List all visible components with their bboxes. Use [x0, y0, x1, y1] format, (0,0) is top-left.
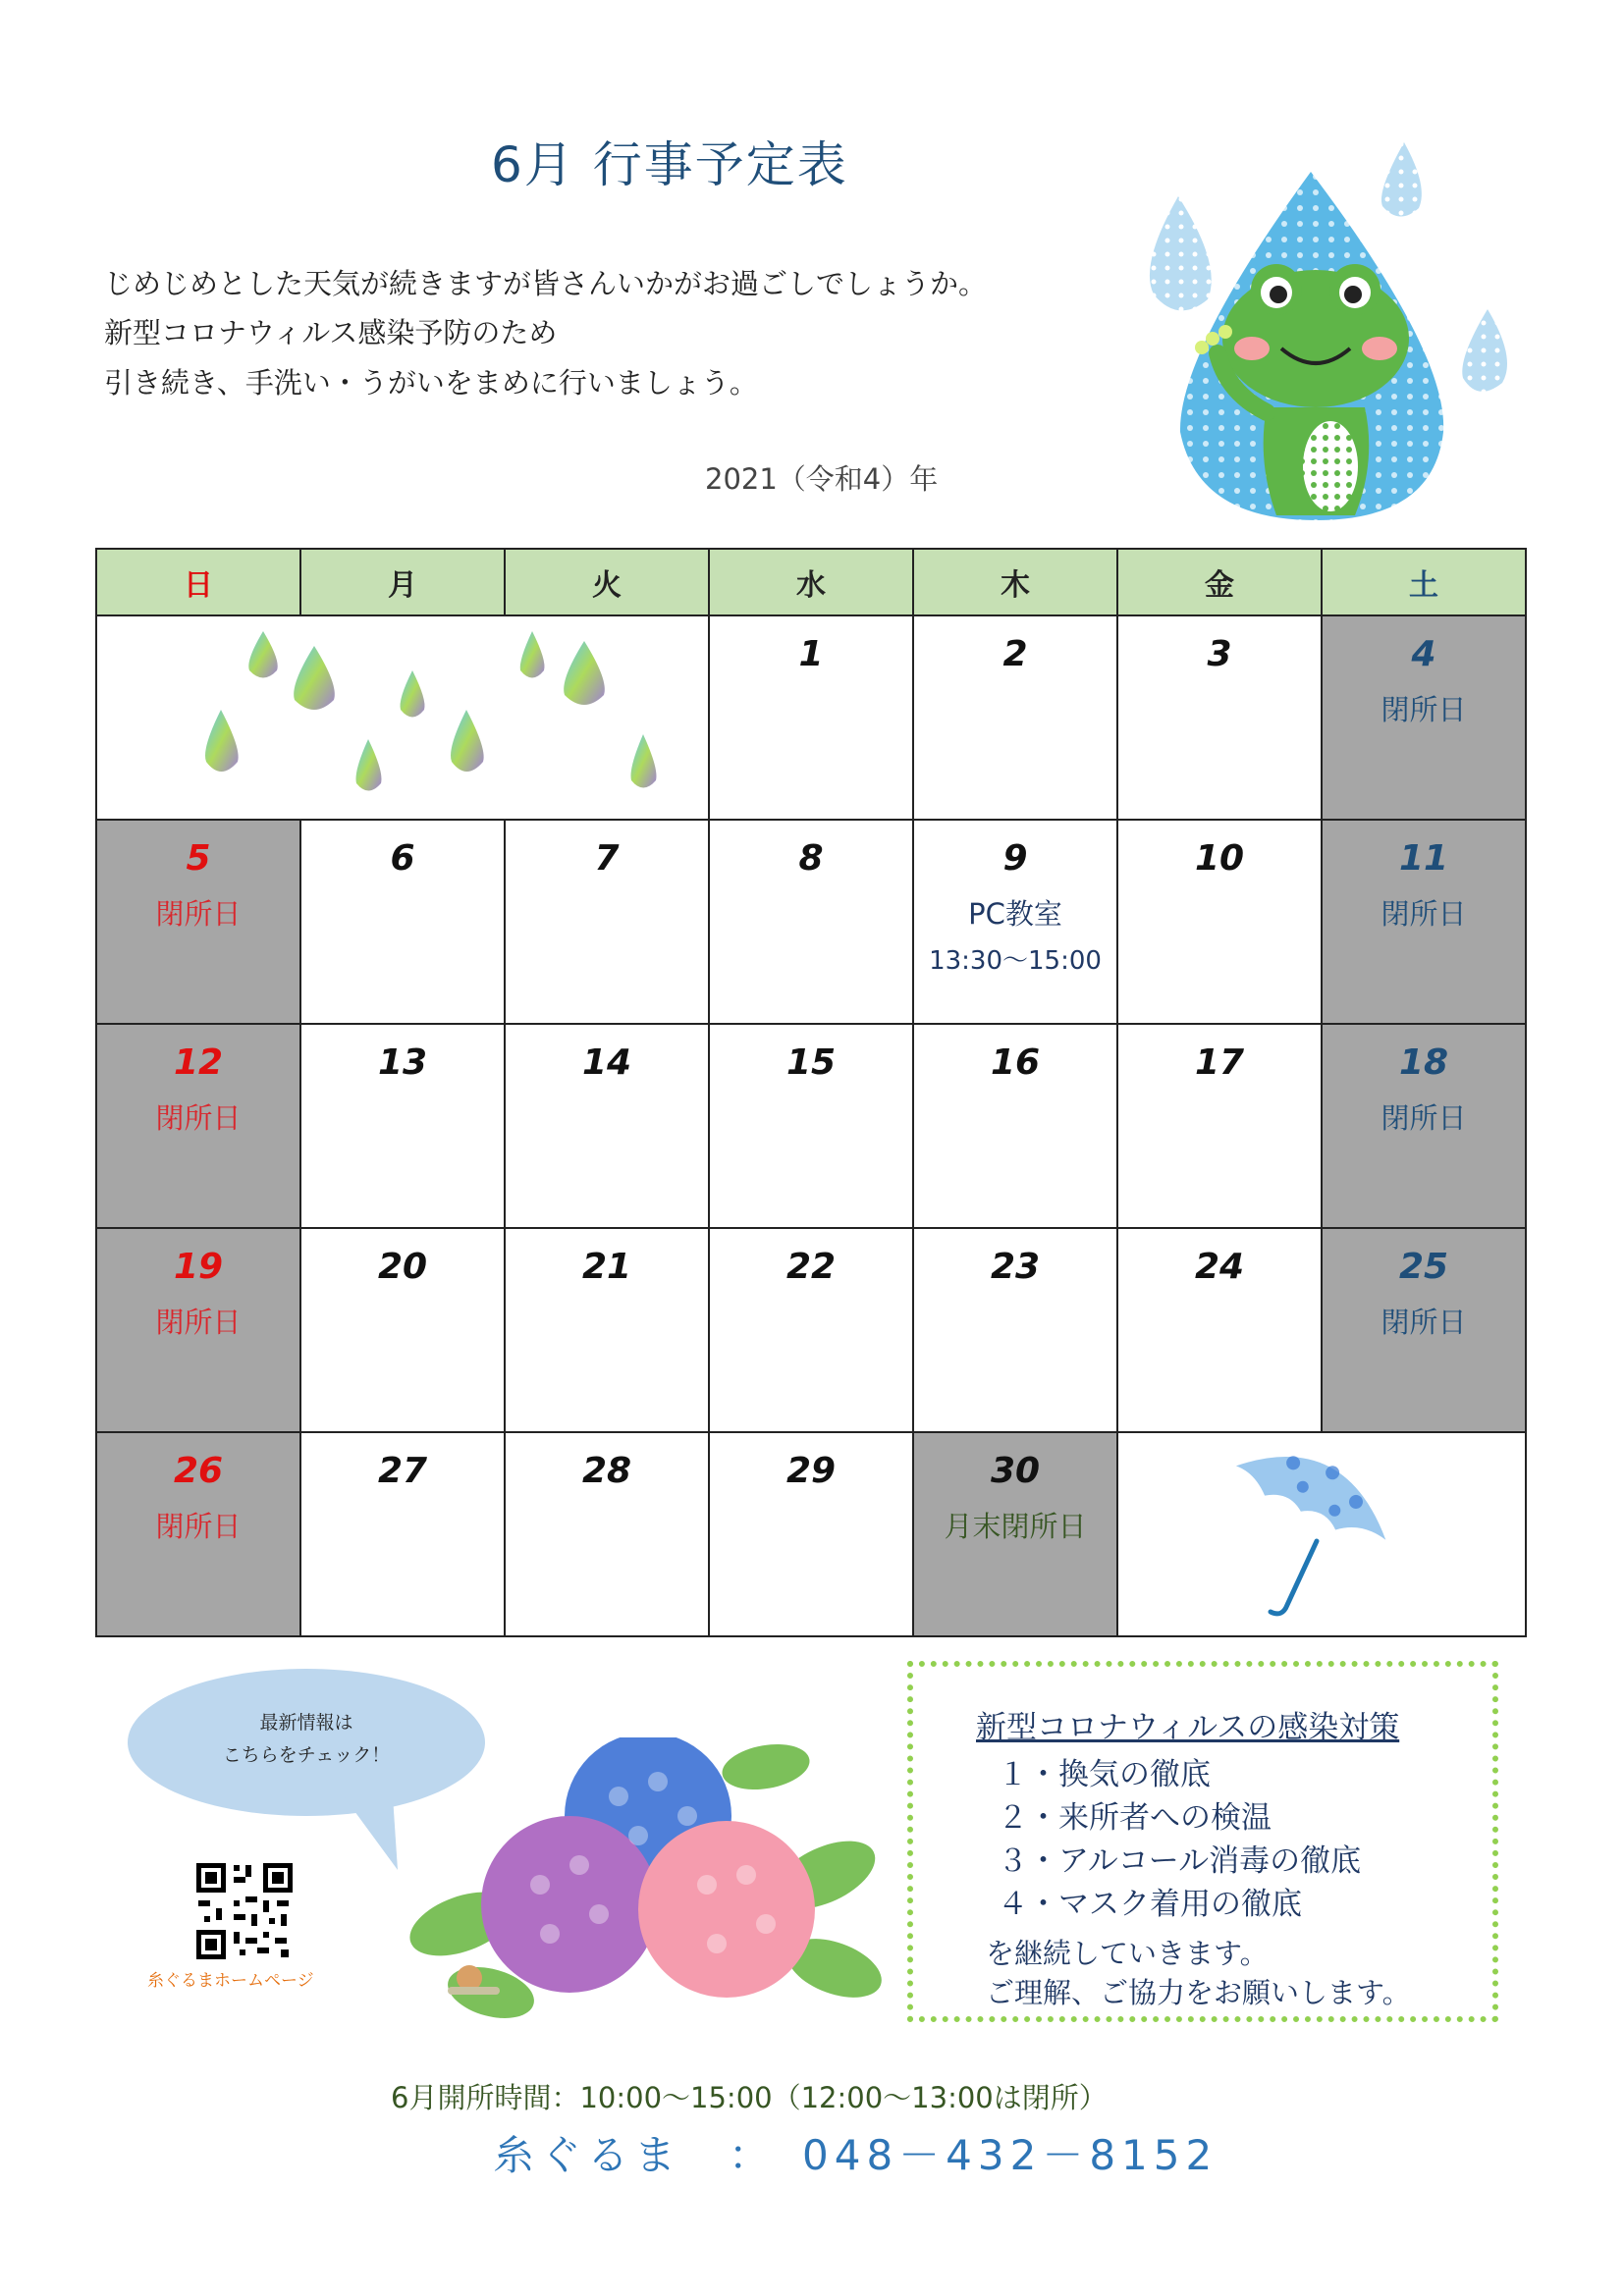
- bubble-line-2: こちらをチェック！: [222, 1744, 391, 1766]
- hydrangea-illustration: [403, 1737, 884, 2032]
- intro-line-2: 新型コロナウィルス感染予防のため: [104, 316, 558, 349]
- intro-line-1: じめじめとした天気が続きますが皆さんいかがお過ごしでしょうか。: [104, 267, 988, 300]
- measures-footer-line-2: ご理解、ご協力をお願いします。: [986, 1976, 1411, 2009]
- umbrella-decoration-cell: [1117, 1432, 1526, 1636]
- day-cell: [709, 820, 913, 1024]
- day-number: 28: [581, 1451, 632, 1491]
- day-cell: [1117, 820, 1322, 1024]
- calendar-week-row: [96, 1024, 1526, 1228]
- day-number: 24: [1194, 1247, 1245, 1287]
- day-number: 5: [186, 838, 211, 879]
- weekday-friday: 金: [1117, 549, 1322, 615]
- day-number: 3: [1207, 634, 1232, 674]
- day-cell-closed: [1322, 820, 1526, 1024]
- day-number: 21: [581, 1247, 632, 1287]
- day-cell-closed: [1322, 1228, 1526, 1432]
- intro-line-3: 引き続き、手洗い・うがいをまめに行いましょう。: [104, 366, 758, 400]
- speech-bubble-tail: [334, 1796, 412, 1875]
- day-number: 19: [173, 1247, 224, 1287]
- day-cell: [300, 1432, 505, 1636]
- day-number: 8: [798, 838, 824, 879]
- event-pc-class: PC教室: [968, 897, 1062, 931]
- day-number: 10: [1194, 838, 1245, 879]
- closed-label: 閉所日: [1380, 1101, 1467, 1135]
- measure-item: ４・マスク着用の徹底: [998, 1887, 1302, 1922]
- closed-label: 閉所日: [155, 1510, 242, 1543]
- page-title: 6月 行事予定表: [491, 136, 848, 193]
- day-number: 13: [377, 1042, 428, 1083]
- day-cell: [913, 1024, 1117, 1228]
- weekday-saturday: 土: [1322, 549, 1526, 615]
- day-number: 7: [594, 838, 620, 879]
- measure-item: ３・アルコール消毒の徹底: [998, 1843, 1362, 1879]
- bubble-line-1: 最新情報は: [259, 1712, 353, 1734]
- day-number: 18: [1398, 1042, 1449, 1083]
- day-number: 27: [377, 1451, 428, 1491]
- day-cell: [913, 1228, 1117, 1432]
- day-cell: [1117, 1228, 1322, 1432]
- closed-label: 閉所日: [1380, 1306, 1467, 1339]
- weekday-sunday: 日: [96, 549, 300, 615]
- day-cell-closed: [96, 820, 300, 1024]
- day-number: 25: [1398, 1247, 1449, 1287]
- opening-hours: 6月開所時間：10:00～15:00（12:00～13:00は閉所）: [391, 2081, 1108, 2114]
- closed-label: 閉所日: [1380, 693, 1467, 726]
- day-cell: [1117, 615, 1322, 820]
- raindrop-small-top: [1381, 142, 1422, 217]
- day-number: 23: [990, 1247, 1041, 1287]
- calendar-table: [95, 548, 1527, 1637]
- day-number: 29: [785, 1451, 837, 1491]
- calendar-week-row: [96, 820, 1526, 1024]
- closed-label: 閉所日: [155, 1101, 242, 1135]
- day-number: 15: [785, 1042, 837, 1083]
- measure-item: １・換気の徹底: [998, 1757, 1211, 1792]
- day-number: 16: [990, 1042, 1041, 1083]
- day-cell: [300, 1228, 505, 1432]
- day-cell: [505, 1024, 709, 1228]
- day-number: 14: [581, 1042, 632, 1083]
- day-cell: [300, 1024, 505, 1228]
- day-cell: [709, 1024, 913, 1228]
- calendar-header-row: [96, 549, 1526, 615]
- calendar-week-row: [96, 615, 1526, 820]
- day-cell: [913, 615, 1117, 820]
- day-cell-closed: [913, 1432, 1117, 1636]
- day-cell: [300, 820, 505, 1024]
- day-number: 17: [1194, 1042, 1245, 1083]
- day-cell: [709, 615, 913, 820]
- month-end-closed-label: 月末閉所日: [944, 1510, 1087, 1543]
- weekday-monday: 月: [300, 549, 505, 615]
- day-number: 26: [173, 1451, 224, 1491]
- day-cell-closed: [96, 1432, 300, 1636]
- day-cell-closed: [1322, 615, 1526, 820]
- day-cell: [505, 820, 709, 1024]
- weekday-tuesday: 火: [505, 549, 709, 615]
- day-number: 1: [798, 634, 824, 674]
- raindrops-decoration-cell: [96, 615, 709, 820]
- day-number: 4: [1411, 634, 1436, 674]
- measures-title: 新型コロナウィルスの感染対策: [976, 1710, 1400, 1745]
- weekday-thursday: 木: [913, 549, 1117, 615]
- closed-label: 閉所日: [155, 1306, 242, 1339]
- qr-caption[interactable]: 糸ぐるまホームページ: [147, 1971, 314, 1991]
- day-cell-event: [913, 820, 1117, 1024]
- day-cell-closed: [1322, 1024, 1526, 1228]
- day-number: 11: [1398, 838, 1449, 879]
- calendar-week-row: [96, 1228, 1526, 1432]
- infection-measures-box: [907, 1661, 1498, 2022]
- day-number: 2: [1002, 634, 1028, 674]
- day-cell: [505, 1432, 709, 1636]
- day-number: 22: [785, 1247, 837, 1287]
- closed-label: 閉所日: [155, 897, 242, 931]
- day-number: 30: [990, 1451, 1041, 1491]
- day-cell: [505, 1228, 709, 1432]
- closed-label: 閉所日: [1380, 897, 1467, 931]
- weekday-wednesday: 水: [709, 549, 913, 615]
- day-number: 20: [377, 1247, 428, 1287]
- day-cell-closed: [96, 1024, 300, 1228]
- day-number: 12: [173, 1042, 224, 1083]
- day-cell: [709, 1228, 913, 1432]
- day-number: 6: [390, 838, 415, 879]
- measures-footer-line-1: を継続していきます。: [986, 1937, 1269, 1970]
- qr-code-icon[interactable]: [194, 1861, 295, 1961]
- raindrop-small-right: [1462, 309, 1507, 392]
- raindrops-illustration: [147, 616, 658, 813]
- contact-phone[interactable]: 糸ぐるま ： 048－432－8152: [493, 2131, 1218, 2179]
- raindrop-small-left: [1150, 196, 1212, 310]
- umbrella-icon: [1194, 1433, 1449, 1629]
- calendar-week-row: [96, 1432, 1526, 1636]
- day-number: 9: [1002, 838, 1028, 879]
- day-cell: [709, 1432, 913, 1636]
- day-cell-closed: [96, 1228, 300, 1432]
- event-pc-class-time: 13:30～15:00: [929, 946, 1102, 976]
- day-cell: [1117, 1024, 1322, 1228]
- frog-raindrop-illustration: [1119, 137, 1551, 530]
- year-label: 2021（令和4）年: [705, 462, 939, 496]
- measure-item: ２・来所者への検温: [998, 1800, 1272, 1836]
